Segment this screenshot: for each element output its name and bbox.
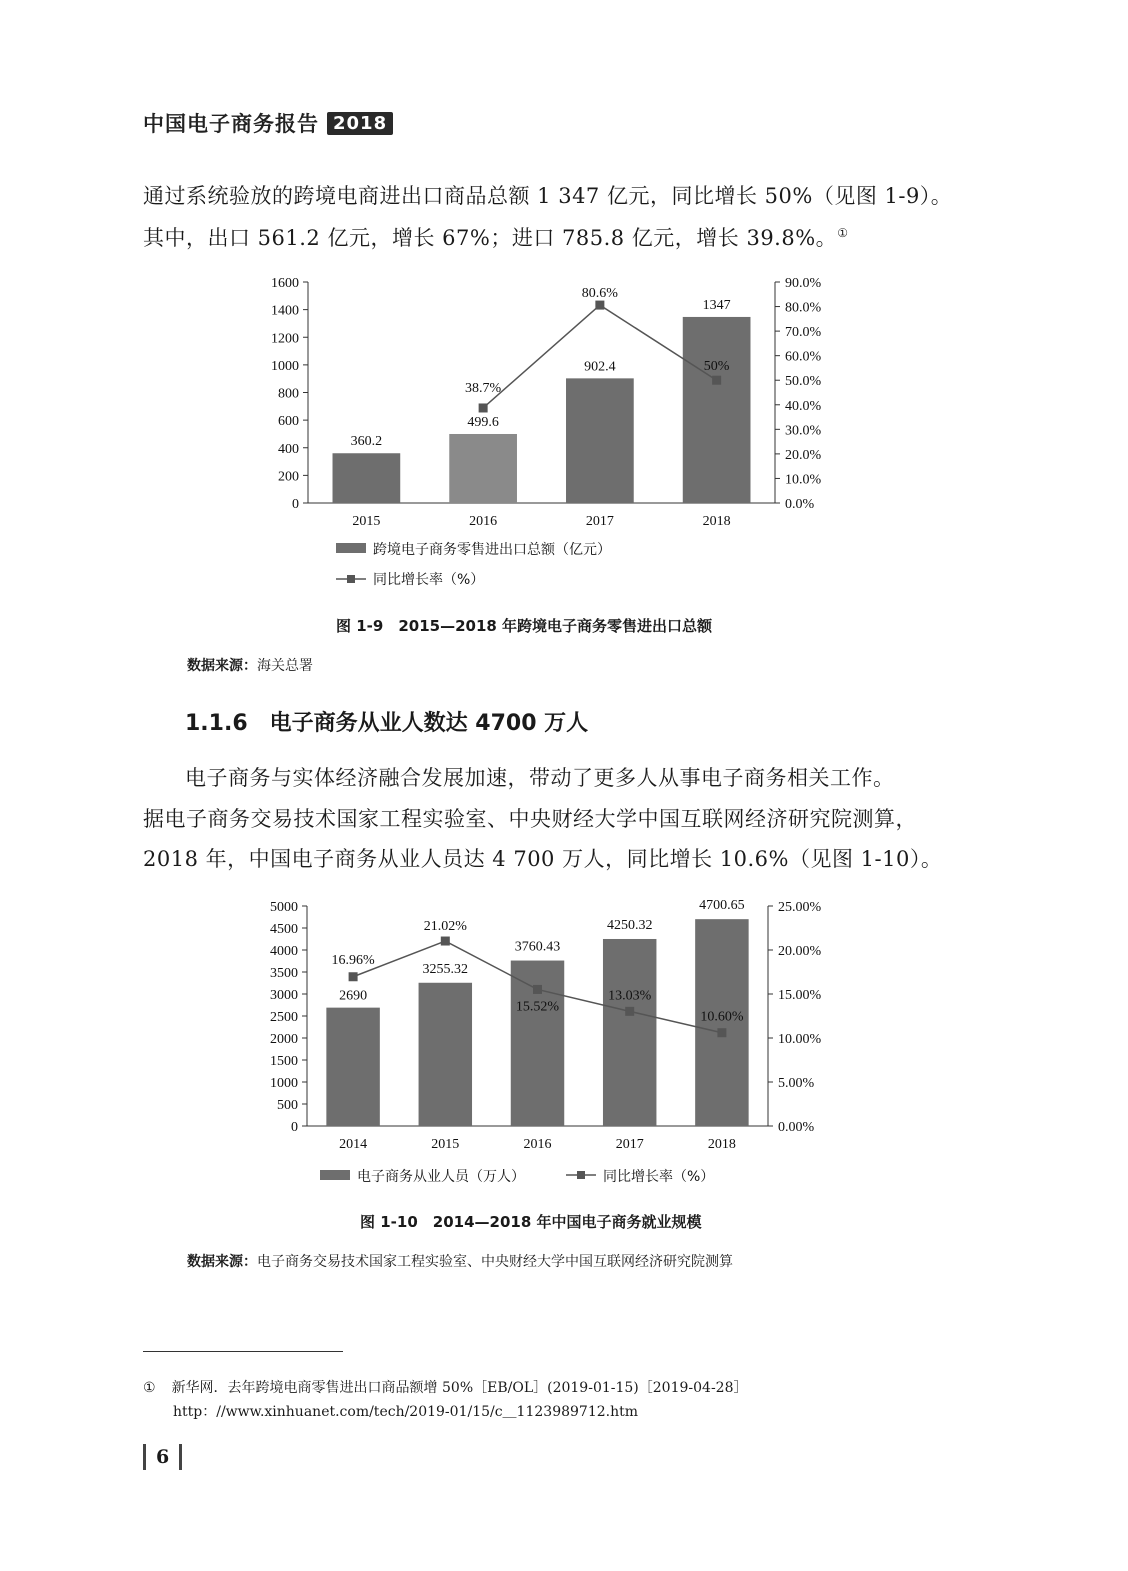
bar-value-label: 3255.32 (422, 961, 469, 977)
figure-1-10-caption: 图 1-10 2014—2018 年中国电子商务就业规模 (360, 1213, 702, 1231)
footnote-mark: ① (143, 1380, 156, 1396)
line-point (595, 301, 604, 310)
right-tick-label: 80.0% (785, 300, 822, 316)
running-header (143, 108, 393, 138)
bar (683, 317, 751, 503)
source-label: 数据来源： (187, 1254, 257, 1270)
left-tick-label: 2000 (270, 1032, 298, 1047)
line-value-label: 21.02% (423, 919, 467, 935)
footnote-line-2[interactable]: http：//www.xinhuanet.com/tech/2019-01/15/c＿1123989712.htm (173, 1404, 639, 1420)
left-tick-label: 4000 (270, 944, 298, 959)
right-tick-label: 20.0% (785, 447, 822, 463)
page-number: 6 (156, 1446, 170, 1468)
left-tick-label: 1000 (271, 358, 299, 374)
left-tick-label: 0 (291, 1120, 298, 1135)
x-tick-label: 2015 (431, 1137, 460, 1152)
line-value-label: 13.03% (608, 988, 652, 1004)
footnote-reference[interactable]: ① (837, 226, 849, 240)
paragraph-2-line-3: 2018 年，中国电子商务从业人员达 4 700 万人，同比增长 10.6%（见图 1-10）。 (143, 847, 943, 871)
left-tick-label: 1000 (270, 1076, 298, 1091)
figure-1-9-source (187, 655, 313, 675)
legend-line-marker (577, 1171, 585, 1179)
legend-line-label: 同比增长率（%） (603, 1169, 715, 1185)
legend-bar-swatch (336, 543, 366, 553)
right-tick-label: 5.00% (778, 1076, 815, 1091)
line-point (712, 376, 721, 385)
line-value-label: 16.96% (331, 952, 375, 968)
figure-1-9-caption: 图 1-9 2015—2018 年跨境电子商务零售进出口总额 (336, 617, 713, 635)
bar (419, 983, 472, 1126)
right-tick-label: 0.00% (778, 1120, 815, 1135)
bar-value-label: 4700.65 (699, 898, 745, 914)
line-value-label: 10.60% (700, 1009, 744, 1025)
right-tick-label: 90.0% (785, 276, 822, 291)
figure-1-10-chart (240, 888, 880, 1198)
left-tick-label: 500 (277, 1098, 298, 1113)
right-tick-label: 30.0% (785, 423, 822, 439)
bar-value-label: 360.2 (350, 434, 383, 450)
legend-line-label: 同比增长率（%） (373, 572, 485, 588)
left-tick-label: 0 (292, 497, 299, 512)
legend-bar-label: 跨境电子商务零售进出口总额（亿元） (373, 542, 611, 558)
bar (326, 1008, 379, 1126)
paragraph-1-line-1: 通过系统验放的跨境电商进出口商品总额 1 347 亿元，同比增长 50%（见图 1-9）。 (143, 184, 953, 208)
line-point (349, 972, 358, 981)
bar (566, 378, 634, 503)
left-tick-label: 3500 (270, 966, 298, 981)
left-tick-label: 1200 (271, 331, 299, 347)
right-tick-label: 15.00% (778, 988, 822, 1003)
line-point (625, 1007, 634, 1016)
bar-value-label: 902.4 (584, 359, 616, 375)
left-tick-label: 200 (278, 469, 299, 485)
section-heading: 1.1.6 电子商务从业人数达 4700 万人 (185, 711, 589, 736)
right-tick-label: 0.0% (785, 497, 815, 512)
right-tick-label: 20.00% (778, 944, 822, 959)
x-tick-label: 2018 (702, 514, 731, 529)
bar (449, 434, 517, 503)
x-tick-label: 2018 (707, 1137, 736, 1152)
source-text: 海关总署 (257, 658, 313, 674)
x-tick-label: 2015 (352, 514, 381, 529)
page-number-bar-right (179, 1444, 182, 1470)
right-tick-label: 50.0% (785, 374, 822, 390)
chart-1-labels (351, 286, 731, 449)
right-tick-label: 70.0% (785, 325, 822, 341)
legend-bar-label: 电子商务从业人员（万人） (357, 1169, 525, 1185)
left-tick-label: 600 (278, 414, 299, 430)
left-tick-label: 1400 (271, 303, 299, 319)
header-year-badge: 2018 (327, 112, 393, 135)
line-value-label: 15.52% (515, 999, 560, 1015)
source-label: 数据来源： (187, 658, 257, 674)
chart-1-legend (336, 541, 611, 588)
x-tick-label: 2016 (469, 514, 498, 529)
chart-2-legend (320, 1168, 714, 1185)
paragraph-1-line-2-text: 其中，出口 561.2 亿元，增长 67%；进口 785.8 亿元，增长 39.8%。 (143, 226, 838, 250)
left-tick-label: 2500 (270, 1010, 298, 1025)
x-tick-label: 2014 (339, 1137, 368, 1152)
header-title: 中国电子商务报告 (143, 112, 319, 136)
legend-line-marker (347, 575, 355, 583)
x-tick-label: 2016 (523, 1137, 552, 1152)
bar-value-label: 3760.43 (514, 939, 561, 955)
line-point (533, 985, 542, 994)
chart-1-bars (333, 317, 751, 503)
figure-1-9-chart (230, 265, 870, 605)
right-tick-label: 10.0% (785, 472, 822, 488)
line-value-label: 38.7% (465, 380, 502, 396)
line-point (479, 403, 488, 412)
bar-value-label: 499.6 (467, 414, 499, 430)
bar-value-label: 1347 (702, 297, 731, 313)
x-tick-label: 2017 (615, 1137, 644, 1152)
line-value-label: 50% (703, 359, 730, 375)
x-tick-label: 2017 (585, 514, 614, 529)
bar (333, 453, 401, 503)
page-number-block (143, 1444, 182, 1470)
left-tick-label: 5000 (270, 900, 298, 915)
line-value-label: 80.6% (581, 286, 618, 302)
bar-value-label: 2690 (339, 988, 368, 1004)
right-tick-label: 25.00% (778, 900, 822, 915)
footnote-divider (143, 1351, 343, 1352)
left-tick-label: 400 (278, 441, 299, 457)
left-tick-label: 1600 (271, 276, 299, 291)
page-number-bar-left (143, 1444, 146, 1470)
legend-bar-swatch (320, 1170, 350, 1180)
left-tick-label: 4500 (270, 922, 298, 937)
paragraph-2-line-1: 电子商务与实体经济融合发展加速，带动了更多人从事电子商务相关工作。 (185, 766, 895, 790)
footnote-line-1 (143, 1376, 748, 1400)
right-tick-label: 40.0% (785, 398, 822, 414)
line-point (441, 937, 450, 946)
left-tick-label: 3000 (270, 988, 298, 1003)
paragraph-1-line-2 (143, 212, 848, 259)
figure-1-10-source (187, 1251, 733, 1271)
bar-value-label: 4250.32 (606, 917, 653, 933)
line-point (717, 1028, 726, 1037)
footnote-text: 新华网．去年跨境电商零售进出口商品额增 50%［EB/OL］(2019-01-15)［2019-04-28］ (171, 1380, 748, 1396)
right-tick-label: 60.0% (785, 349, 822, 365)
left-tick-label: 800 (278, 386, 299, 402)
right-tick-label: 10.00% (778, 1032, 822, 1047)
source-text: 电子商务交易技术国家工程实验室、中央财经大学中国互联网经济研究院测算 (257, 1254, 733, 1270)
left-tick-label: 1500 (270, 1054, 298, 1069)
paragraph-2-line-2: 据电子商务交易技术国家工程实验室、中央财经大学中国互联网经济研究院测算， (143, 807, 917, 831)
bar (603, 939, 656, 1126)
